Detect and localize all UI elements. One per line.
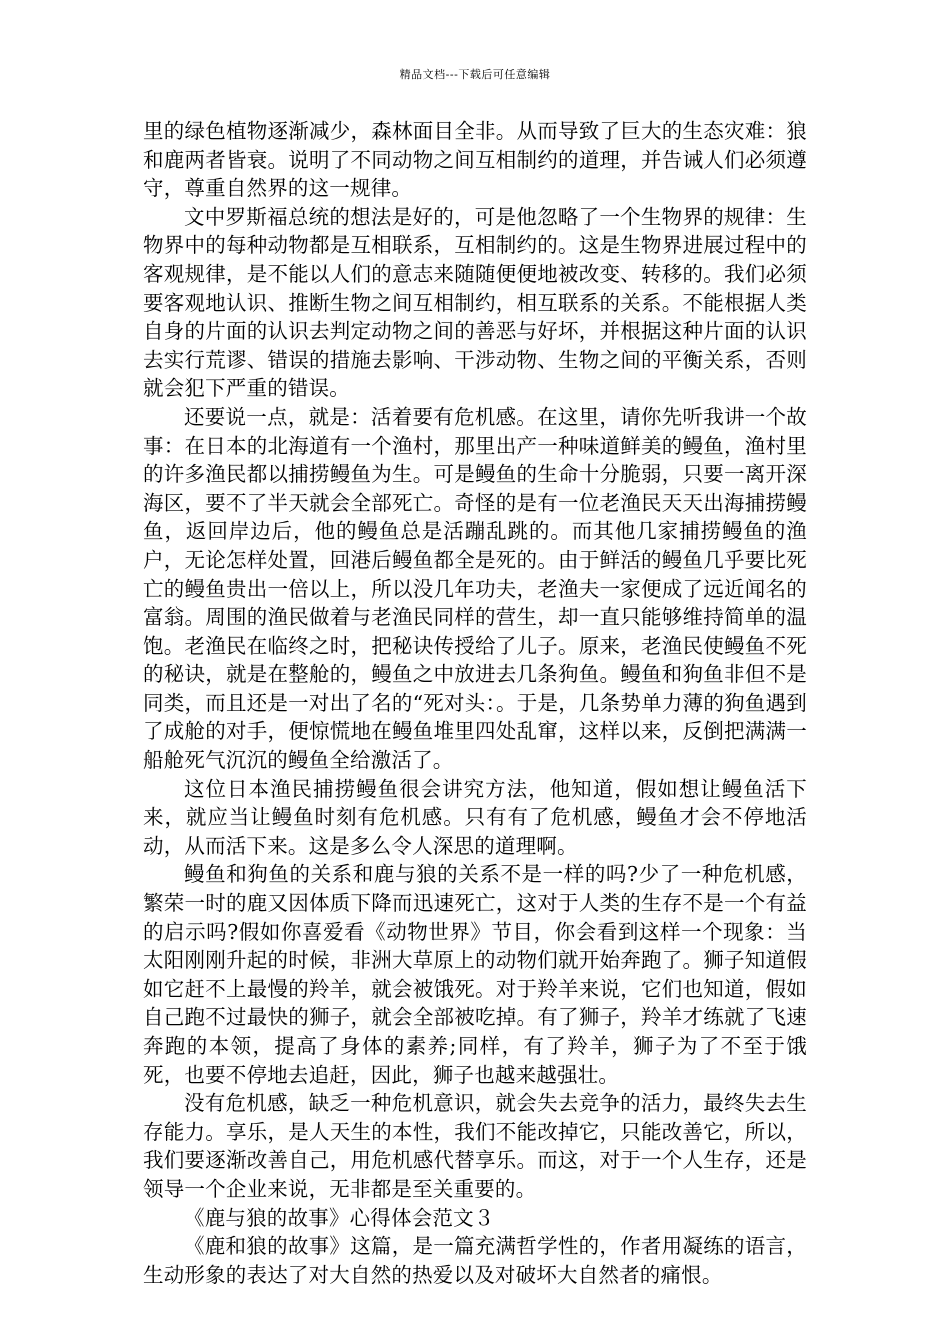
- paragraph: 里的绿色植物逐渐减少，森林面目全非。从而导致了巨大的生态灾难：狼和鹿两者皆衰。说明了不同动物之间互相制约的道理，并告诫人们必须遵守，尊重自然界的这一规律。: [143, 119, 807, 201]
- page-header: 精品文档---下载后可任意编辑: [399, 68, 551, 81]
- paragraph: 鳗鱼和狗鱼的关系和鹿与狼的关系不是一样的吗?少了一种危机感，繁荣一时的鹿又因体质下降而迅速死亡，这对于人类的生存不是一个有益的启示吗?假如你喜爱看《动物世界》节目，你会看到这样一个现象：当太阳刚刚升起的时候，非洲大草原上的动物们就开始奔跑了。狮子知道假如它赶不上最慢的羚羊，就会被饿死。对于羚羊来说，它们也知道，假如自己跑不过最快的狮子，就会全部被吃掉。有了狮子，羚羊才练就了飞速奔跑的本领，提高了身体的素养;同样，有了羚羊，狮子为了不至于饿死，也要不停地去追赶，因此，狮子也越来越强壮。: [143, 862, 807, 1087]
- section-heading: 《鹿与狼的故事》心得体会范文３: [184, 1205, 495, 1230]
- paragraph: 文中罗斯福总统的想法是好的，可是他忽略了一个生物界的规律：生物界中的每种动物都是互相联系，互相制约的。这是生物界进展过程中的客观规律，是不能以人们的意志来随随便便地被改变、转移的。我们必须要客观地认识、推断生物之间互相制约，相互联系的关系。不能根据人类自身的片面的认识去判定动物之间的善恶与好坏，并根据这种片面的认识去实行荒谬、错误的措施去影响、干涉动物、生物之间的平衡关系，否则就会犯下严重的错误。: [143, 204, 807, 401]
- paragraph: 还要说一点，就是：活着要有危机感。在这里，请你先听我讲一个故事：在日本的北海道有一个渔村，那里出产一种味道鲜美的鳗鱼，渔村里的许多渔民都以捕捞鳗鱼为生。可是鳗鱼的生命十分脆弱，只要一离开深海区，要不了半天就会全部死亡。奇怪的是有一位老渔民天天出海捕捞鳗鱼，返回岸边后，他的鳗鱼总是活蹦乱跳的。而其他几家捕捞鳗鱼的渔户，无论怎样处置，回港后鳗鱼都全是死的。由于鲜活的鳗鱼几乎要比死亡的鳗鱼贵出一倍以上，所以没几年功夫，老渔夫一家便成了远近闻名的富翁。周围的渔民做着与老渔民同样的营生，却一直只能够维持简单的温饱。老渔民在临终之时，把秘诀传授给了儿子。原来，老渔民使鳗鱼不死的秘诀，就是在整舱的，鳗鱼之中放进去几条狗鱼。鳗鱼和狗鱼非但不是同类，而且还是一对出了名的“死对头：。于是，几条势单力薄的狗鱼遇到了成舱的对手，便惊慌地在鳗鱼堆里四处乱窜，这样以来，反倒把满满一船舱死气沉沉的鳗鱼全给激活了。: [143, 404, 807, 773]
- paragraph: 没有危机感，缺乏一种危机意识，就会失去竞争的活力，最终失去生存能力。享乐，是人天生的本性，我们不能改掉它，只能改善它，所以，我们要逐渐改善自己，用危机感代替享乐。而这，对于一个人生存，还是领导一个企业来说，无非都是至关重要的。: [143, 1091, 807, 1201]
- document-body: [143, 117, 807, 1289]
- paragraph: 《鹿和狼的故事》这篇，是一篇充满哲学性的，作者用凝练的语言，生动形象的表达了对大自然的热爱以及对破坏大自然者的痛恨。: [143, 1234, 807, 1287]
- paragraph: 这位日本渔民捕捞鳗鱼很会讲究方法，他知道，假如想让鳗鱼活下来，就应当让鳗鱼时刻有危机感。只有有了危机感，鳗鱼才会不停地活动，从而活下来。这是多么令人深思的道理啊。: [143, 776, 807, 858]
